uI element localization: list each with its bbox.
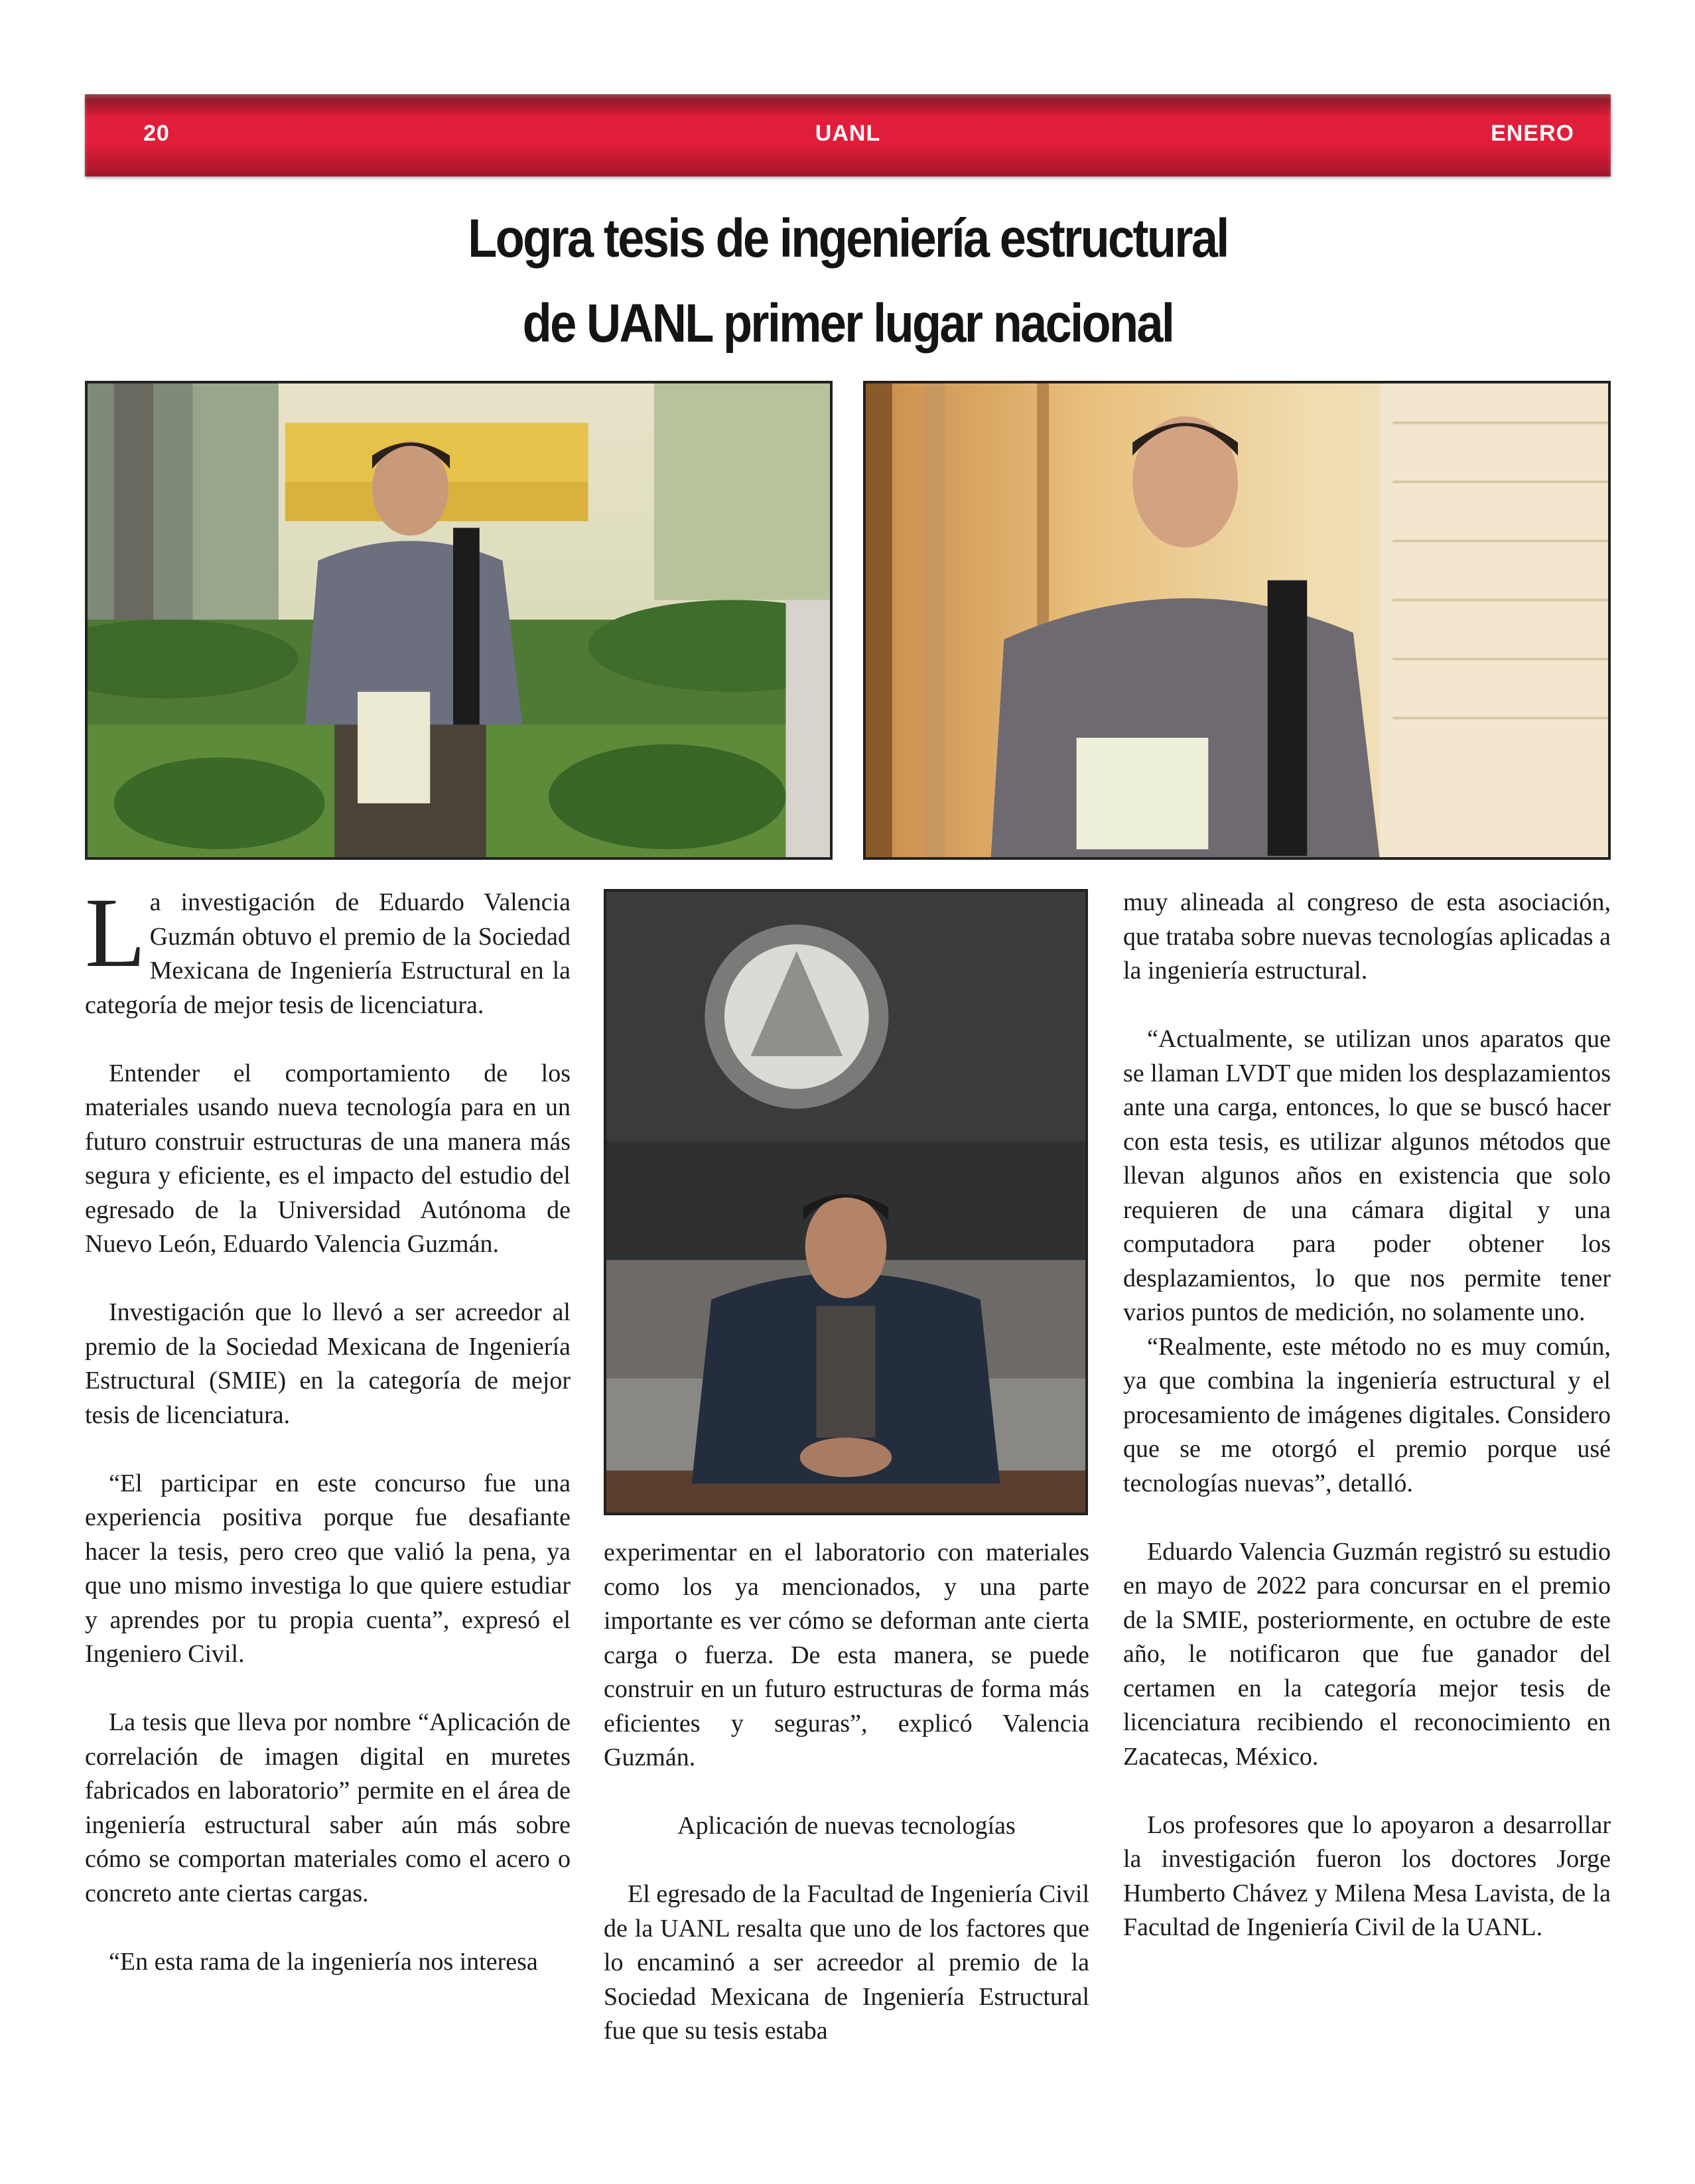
paragraph: “En esta rama de la ingeniería nos interesa — [109, 1947, 538, 1976]
paragraph: La tesis que lleva por nombre “Aplicación de correlación de imagen digital en muretes fabricados en laboratorio” permite en el área de ingeniería estructural saber aún más sobre cómo se comportan materiales como el acero o concreto ante ciertas cargas. — [85, 1708, 571, 1907]
paragraph: “Realmente, este método no es muy común, ya que combina la ingeniería estructural y el procesamiento de imágenes digitales. Considero que se me otorgó el premio porque usé tecnologías nuevas”, detalló. — [1123, 1332, 1611, 1497]
headline-line-2: de UANL primer lugar nacional — [522, 293, 1174, 354]
article-column-2 — [604, 1536, 1089, 2049]
headline-line-1: Logra tesis de ingeniería estructural — [468, 208, 1228, 269]
paragraph: “Actualmente, se utilizan unos aparatos que se llaman LVDT que miden los desplazamientos ante una carga, entonces, lo que se buscó hacer con esta tesis, es utilizar algunos métodos que llevan algunos años en existencia que solo requieren de una cámara digital y una computadora para poder obtener los desplazamientos, lo que nos permite tener varios puntos de medición, no solamente uno. — [1123, 1025, 1611, 1326]
paragraph: experimentar en el laboratorio con materiales como los ya mencionados, y una parte importante es ver cómo se deforman ante cierta carga o fuerza. De esta manera, se puede construir en un futuro estructuras de forma más eficientes y seguras”, explicó Valencia Guzmán. — [604, 1538, 1089, 1771]
paragraph: “El participar en este concurso fue una experiencia positiva porque fue desafiante hacer la tesis, pero creo que valió la pena, ya que uno mismo investiga lo que quiere estudiar y aprendes por tu propia cuenta”, expresó el Ingeniero Civil. — [85, 1469, 571, 1668]
photo-student-garden — [85, 381, 833, 860]
photo-student-seated — [604, 889, 1088, 1515]
paragraph: Entender el comportamiento de los materiales usando nueva tecnología para en un futuro construir estructuras de una manera más segura y eficiente, es el impacto del estudio del egresado de la Universidad Autónoma de Nuevo León, Eduardo Valencia Guzmán. — [85, 1059, 571, 1258]
paragraph: muy alineada al congreso de esta asociación, que trataba sobre nuevas tecnologías aplicadas a la ingeniería estructural. — [1123, 888, 1611, 985]
paragraph — [85, 878, 571, 1022]
paragraph: Investigación que lo llevó a ser acreedor al premio de la Sociedad Mexicana de Ingeniería Estructural (SMIE) en la categoría de mejor tesis de licenciatura. — [85, 1298, 571, 1429]
article-headline — [85, 196, 1611, 366]
drop-cap: L — [85, 878, 146, 988]
article-column-1 — [85, 878, 571, 1979]
paragraph-text: a investigación de Eduardo Valencia Guzmán obtuvo el premio de la Sociedad Mexicana de Ingeniería Estructural en la categoría de mejor tesis de licenciatura. — [85, 888, 571, 1019]
header-banner — [85, 94, 1611, 176]
paragraph: Eduardo Valencia Guzmán registró su estudio en mayo de 2022 para concursar en el premio de la SMIE, posteriormente, en octubre de este año, le notificaron que fue ganador del certamen en la categoría mejor tesis de licenciatura recibiendo el reconocimiento en Zacatecas, México. — [1123, 1537, 1611, 1771]
paragraph: Los profesores que lo apoyaron a desarrollar la investigación fueron los doctores Jorge Humberto Chávez y Milena Mesa Lavista, de la Facultad de Ingeniería Civil de la UANL. — [1123, 1810, 1611, 1941]
issue-month: ENERO — [1491, 121, 1574, 146]
article-column-3 — [1123, 886, 1611, 1945]
page-number: 20 — [143, 121, 170, 146]
publication-name: UANL — [815, 121, 881, 146]
section-subheading: Aplicación de nuevas tecnologías — [677, 1812, 1016, 1840]
paragraph: El egresado de la Facultad de Ingeniería Civil de la UANL resalta que uno de los factores que lo encaminó a ser acreedor al premio de la Sociedad Mexicana de Ingeniería Estructural fue que su tesis estaba — [604, 1880, 1089, 2045]
photo-student-corridor — [863, 381, 1611, 860]
